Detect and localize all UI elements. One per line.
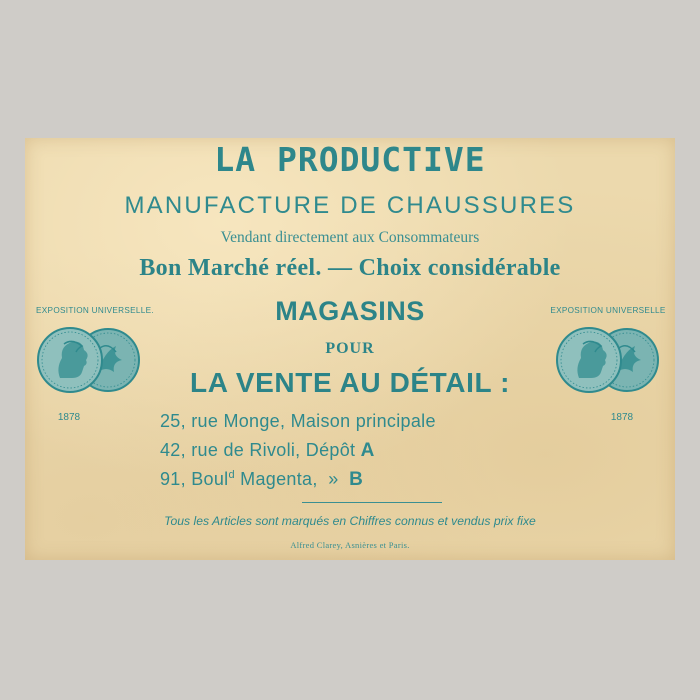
address-line — [160, 469, 363, 491]
card-tagline: Vendant directement aux Consommateurs — [220, 229, 480, 246]
address-line — [160, 440, 375, 462]
address-text-rest: Magenta, » — [234, 469, 350, 489]
divider-rule — [302, 502, 442, 503]
medal-right — [543, 298, 673, 448]
medal-caption: EXPOSITION UNIVERSELLE — [550, 306, 666, 315]
heading-vente-au-detail: LA VENTE AU DÉTAIL : — [190, 367, 510, 398]
address-tag: A — [360, 440, 375, 461]
card-title: LA PRODUCTIVE — [214, 140, 486, 179]
printer-imprint: Alfred Clarey, Asnières et Paris. — [290, 540, 410, 550]
medal-caption: EXPOSITION UNIVERSELLE. — [36, 306, 154, 315]
address-text: 25, rue Monge, Maison principale — [160, 411, 436, 431]
address-superscript: d — [228, 469, 235, 481]
medal-year: 1878 — [57, 412, 81, 423]
address-line — [160, 411, 436, 432]
trade-card — [25, 138, 675, 560]
address-text: 42, rue de Rivoli, Dépôt — [160, 440, 361, 460]
card-subtitle: MANUFACTURE DE CHAUSSURES — [124, 192, 576, 219]
medal-icon — [30, 298, 160, 448]
heading-pour: POUR — [325, 340, 375, 357]
medal-left — [30, 298, 160, 448]
card-slogan: Bon Marché réel. — Choix considérable — [139, 255, 561, 281]
footer-text: Tous les Articles sont marqués en Chiffres connus et vendus prix fixe — [164, 514, 536, 528]
heading-magasins: MAGASINS — [275, 296, 425, 326]
address-tag: B — [349, 469, 364, 490]
medal-year: 1878 — [610, 412, 634, 423]
medal-icon — [543, 298, 673, 448]
address-text: 91, Boul — [160, 469, 229, 489]
